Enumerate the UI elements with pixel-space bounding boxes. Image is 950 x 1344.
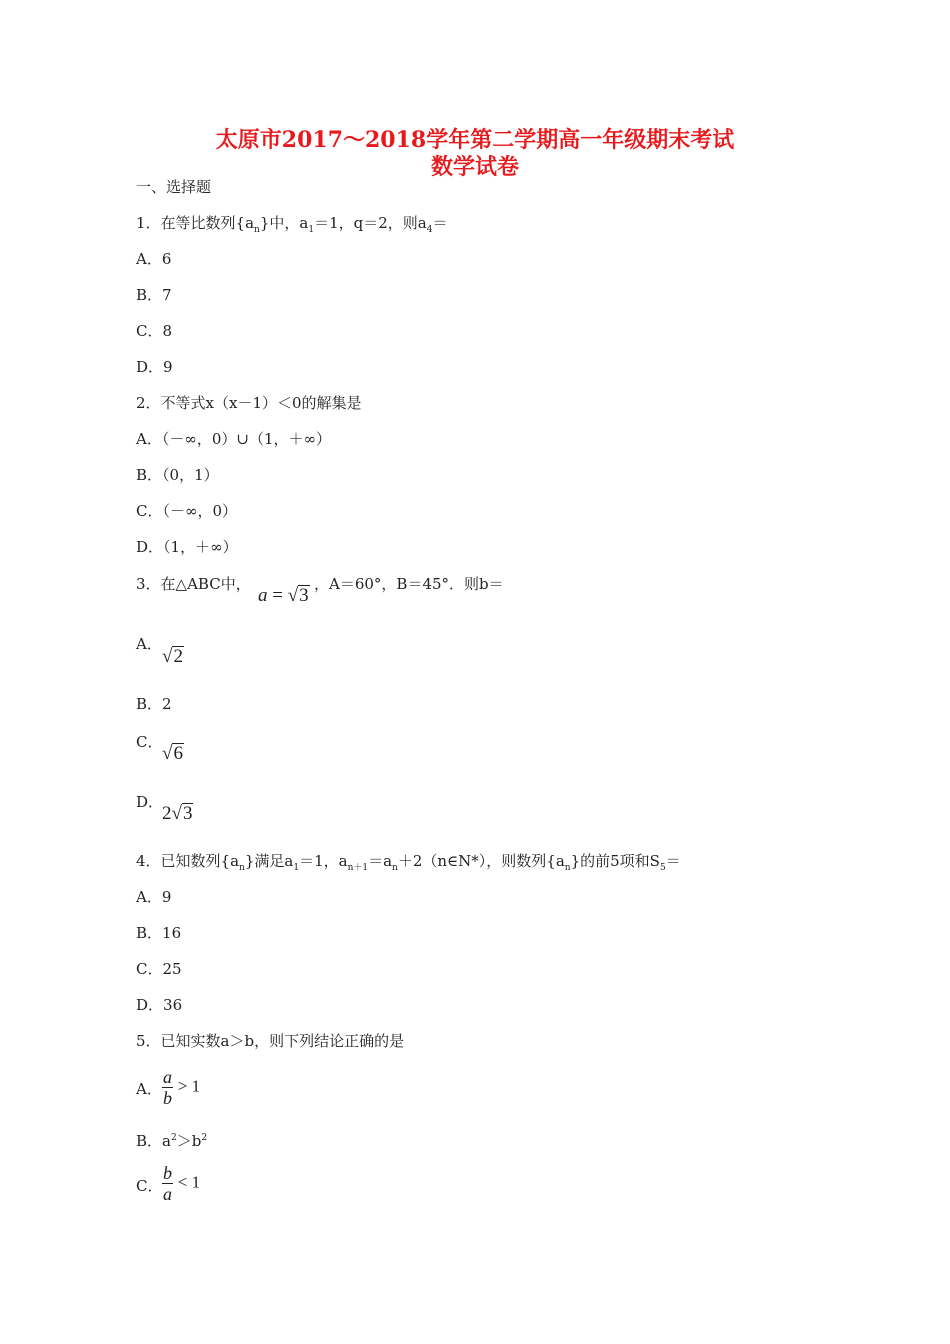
q2-option-b: B．（0，1）	[136, 466, 219, 484]
question-1-stem	[136, 213, 447, 240]
q3-formula-arg: 3	[299, 585, 309, 606]
sqrt-symbol: √ 2	[162, 646, 183, 667]
q2-option-c: C．（－∞，0）	[136, 502, 238, 520]
q4-option-d: D．36	[136, 996, 183, 1014]
q1-text-2: }中，a	[259, 214, 309, 232]
q5-option-c-value: $\frac{b}{a}$ < 1	[163, 1163, 201, 1204]
q4-option-a: A．9	[136, 888, 172, 906]
page-title-line1: 太原市2017～2018学年第二学期高一年级期末考试	[215, 127, 735, 153]
q1-sub-1: 1	[308, 225, 315, 235]
question-3-stem	[136, 574, 251, 594]
q1-text-1: 1．在等比数列{a	[136, 214, 255, 232]
sqrt-symbol: √ 3	[171, 803, 193, 824]
q3-option-b: B．2	[136, 695, 172, 713]
fraction: $\frac{b}{a}$	[163, 1163, 172, 1204]
q5-option-a-value: $\frac{a}{b}$ > 1	[163, 1067, 201, 1108]
q5-option-a-label: A．	[136, 1080, 162, 1098]
fraction: $\frac{a}{b}$	[163, 1067, 172, 1108]
section-heading: 一、选择题	[136, 178, 212, 196]
q1-option-d: D．9	[136, 358, 173, 376]
q5-option-b: B．$a^2>b^2$	[136, 1132, 208, 1150]
question-4-stem: 4．已知数列$\{a_n\}$满足$a_1=1$，$a_{n+1}=a_n+2(n\in N*)$，则数列$\{a_n\}$的前5项和$S_5=$	[136, 852, 681, 873]
q4-option-c: C．25	[136, 960, 182, 978]
q2-option-a: A．（－∞，0）∪（1，＋∞）	[136, 430, 331, 448]
q3-option-d-value: 2 √ 3	[162, 803, 193, 824]
q3-option-c-value	[162, 743, 184, 764]
q4-option-b: B．16	[136, 924, 182, 942]
q5-option-c-label: C．	[136, 1177, 163, 1195]
q3-option-c-label: C．	[136, 733, 163, 751]
q3-formula-var: a	[258, 585, 268, 606]
q1-text-4: ＝	[432, 214, 448, 232]
question-5-stem: 5．已知实数a＞b，则下列结论正确的是	[136, 1032, 405, 1050]
q1-sub-n: n	[254, 225, 260, 235]
q3-text-post: ，A＝60°，B＝45°．则b＝	[314, 575, 504, 593]
sqrt-symbol: √ 3	[287, 585, 309, 606]
q3-option-d-label: D．	[136, 793, 164, 811]
q3-option-a-label: A．	[136, 635, 162, 653]
q2-option-d: D．（1，＋∞）	[136, 538, 238, 556]
q1-text-3: ＝1，q＝2，则a	[314, 214, 427, 232]
q3-option-a-value	[162, 646, 184, 667]
q1-option-c: C．8	[136, 322, 173, 340]
q1-option-b: B．7	[136, 286, 172, 304]
sqrt-symbol: √ 6	[162, 743, 183, 764]
page-title-line2: 数学试卷	[430, 154, 519, 180]
q3-formula-eq: =	[272, 585, 283, 606]
q1-option-a: A．6	[136, 250, 172, 268]
q3-formula	[258, 585, 310, 606]
q3-text-pre: 3．在△ABC中，	[136, 575, 251, 593]
q1-sub-4: 4	[426, 225, 433, 235]
question-2-stem: 2．不等式x（x－1）＜0的解集是	[136, 394, 362, 412]
